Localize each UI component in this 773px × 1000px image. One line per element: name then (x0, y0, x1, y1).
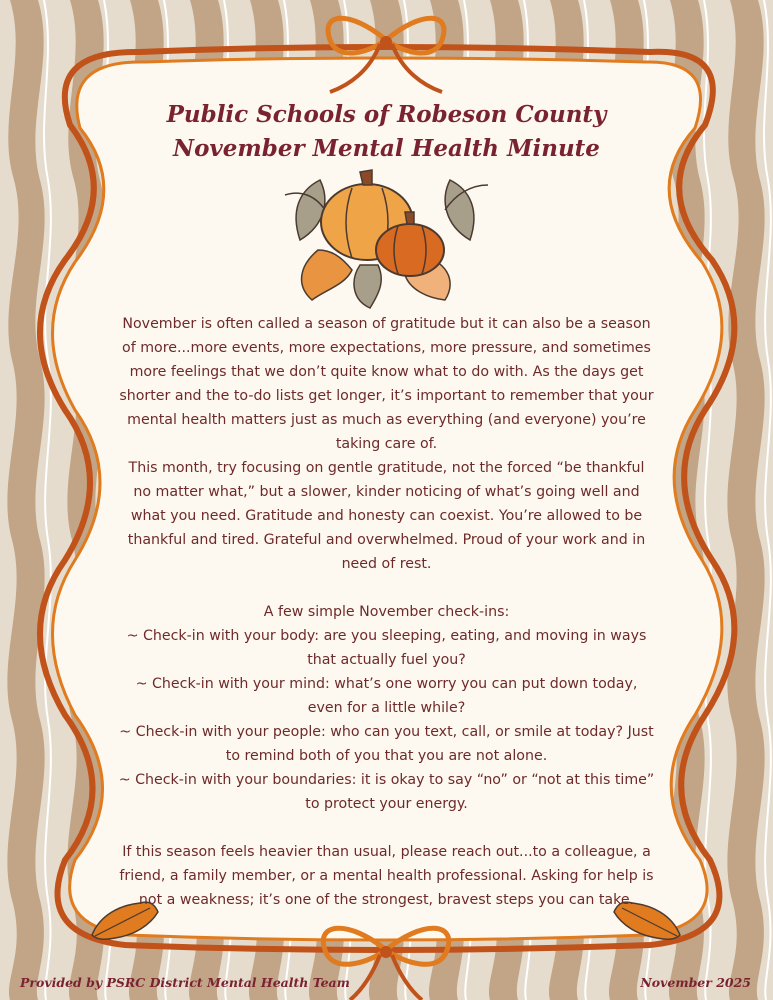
title-line-1: Public Schools of Robeson County (166, 101, 607, 128)
title-line-2: November Mental Health Minute (173, 135, 600, 162)
intro-paragraph: November is often called a season of gratitude but it can also be a season of more...more events, more expectations, more pressure, and sometimes more feelings that we don’t quite know what to do with. As the days get shorter and the to-do lists get longer, it’s important to remember that your mental health matters just as much as everything (and everyone) you’re taking care of. (119, 316, 654, 452)
page-title (120, 98, 653, 166)
footer-credit: Provided by PSRC District Mental Health Team (20, 975, 350, 990)
footer-date: November 2025 (640, 975, 751, 990)
closing-paragraph: If this season feels heavier than usual, please reach out...to a colleague, a friend, a family member, or a mental health professional. Asking for help is not a weakness; it’s one of the strongest, bravest steps you can take. (119, 844, 654, 908)
checkin-item-boundaries: ~ Check-in with your boundaries: it is okay to say “no” or “not at this time” to protect your energy. (118, 772, 655, 812)
checkin-item-people: ~ Check-in with your people: who can you text, call, or smile at today? Just to remind both of you that you are not alone. (119, 724, 654, 764)
newsletter-body (118, 312, 655, 912)
gratitude-paragraph: This month, try focusing on gentle gratitude, not the forced “be thankful no matter what,” but a slower, kinder noticing of what’s going well and what you need. Gratitude and honesty can coexist. You’re allowed to be thankful and tired. Grateful and overwhelmed. Proud of your work and in need of rest. (127, 460, 646, 572)
checkin-item-body: ~ Check-in with your body: are you sleeping, eating, and moving in ways that actually fuel you? (126, 628, 647, 668)
checkin-item-mind: ~ Check-in with your mind: what’s one worry you can put down today, even for a little while? (135, 676, 638, 716)
checkins-heading: A few simple November check-ins: (263, 604, 510, 620)
